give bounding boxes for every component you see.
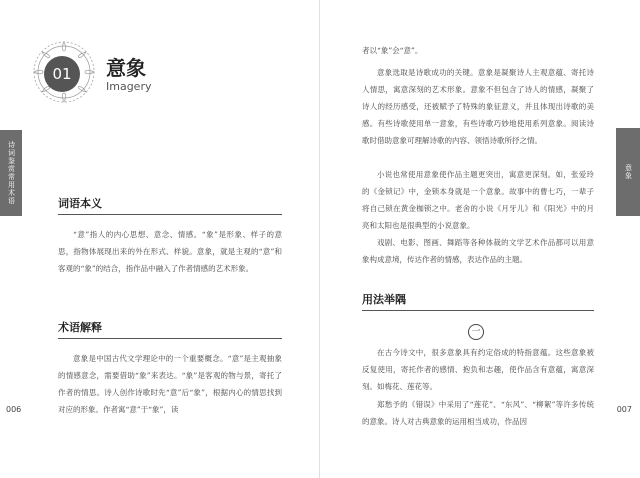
paragraph-usage-2: 郑愁予的《错误》中采用了“莲花”、“东风”、“柳絮”等许多传统的意象。诗人对古典意象的运用相当成功，作品因 (362, 400, 594, 426)
paragraph-drama: 戏剧、电影、图画、舞蹈等各种体裁的文学艺术作品都可以用意象构成意境，传达作者的情感，表达作品的主题。 (362, 238, 594, 264)
chapter-title: 意象 (106, 56, 146, 80)
page-number-right: 007 (616, 405, 632, 414)
section-heading-usage: 用法举隅 (362, 292, 594, 311)
right-page (320, 0, 640, 478)
paragraph-selection: 意象选取是诗歌成功的关键。意象是凝聚诗人主观意蕴、寄托诗人情思，寓意深刻的艺术形象。意象不但包含了诗人的情感，凝聚了诗人的经历感受，还被赋予了特殊的象征意义，并且体现出诗歌的美感。有些诗歌使用单一意象，有些诗歌巧妙地使用系列意象。阅读诗歌时借助意象可理解诗歌的内容、领悟诗歌所抒之情。 (362, 68, 594, 145)
section-heading-meaning: 词语本义 (58, 196, 282, 215)
section-text-meaning: “意”指人的内心思想、意念、情感。“象”是形象、样子的意思，指物体展现出来的外在形式、样貌。意象，就是主观的“意”和客观的“象”的结合，指作品中融入了作者情感的艺术形象。 (58, 230, 282, 273)
right-side-tab: 意象 (616, 128, 640, 216)
paragraph-usage-1: 在古今诗文中，很多意象具有约定俗成的特指意蕴。这些意象被反复使用，寄托作者的感情、抱负和志趣，使作品含有意蕴，寓意深刻。如梅花、莲花等。 (362, 348, 594, 391)
section-heading-explanation: 术语解释 (58, 320, 282, 339)
chapter-number-badge: 01 (44, 56, 80, 92)
page-number-left: 006 (6, 405, 22, 414)
paragraph-continuation: 者以“象”会“意”。 (362, 46, 423, 55)
item-number-badge: 一 (468, 324, 484, 340)
section-text-explanation: 意象是中国古代文学理论中的一个重要概念。“意”是主观抽象的情感意念，需要借助“象”来表达。“象”是客观的物与景，寄托了作者的情思。诗人创作诗歌时先“意”后“象”，根据内心的情思找到对应的形象。作者寓“意”于“象”，读 (58, 354, 282, 414)
paragraph-novel: 小说也常使用意象使作品主题更突出，寓意更深刻。如，张爱玲的《金锁记》中，金锁本身就是一个意象。故事中的曹七巧，一辈子将自己锁在黄金枷锁之中。老舍的小说《月牙儿》和《阳光》中的月亮和太阳也是很典型的小说意象。 (362, 170, 594, 230)
chapter-subtitle: Imagery (106, 80, 152, 93)
left-side-tab: 诗词鉴赏常用术语 (0, 130, 22, 216)
